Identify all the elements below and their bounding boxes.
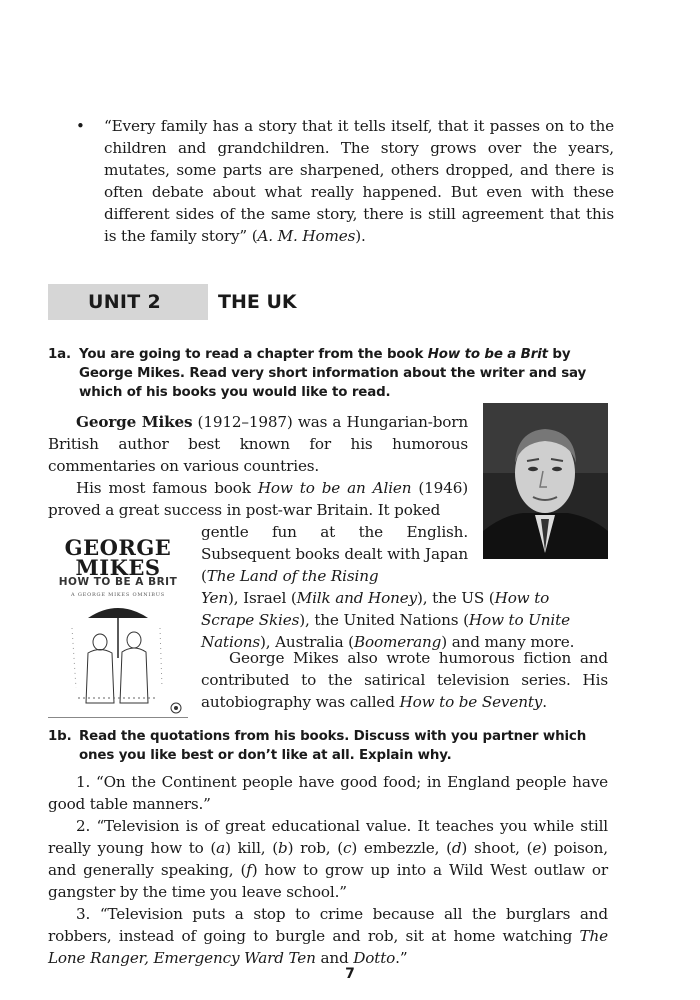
cover-author-line-1: GEORGE	[64, 535, 172, 560]
book-cover	[48, 524, 188, 718]
quote-2: 2. “Television is of great educational value. It teaches you while still really young how to (a) kill, (b) rob, (c) embezzle, (d) shoot, (e) poison, and generally speaking, (f) how to grow up into a Wild West outlaw or gangster by the time you leave school.”	[48, 817, 608, 901]
cover-title: HOW TO BE A BRIT	[58, 576, 178, 588]
unit-label-box	[48, 284, 208, 320]
bullet-icon: •	[76, 117, 85, 135]
quote-author: A. M. Homes	[257, 227, 356, 245]
task-book-title: How to be a Brit	[427, 347, 548, 362]
task-number: 1b.	[48, 729, 72, 744]
task-1a	[48, 345, 608, 402]
bio-paragraph-1: George Mikes (1912–1987) was a Hungarian-born British author best known for his humorous commentaries on various countries.	[48, 413, 468, 475]
bio-paragraph-2-continued: Yen), Israel (Milk and Honey), the US (How to Scrape Skies), the United Nations (How to Unite Nations), Australia (Boomerang) and many more.	[201, 589, 575, 651]
bio-paragraph-2: His most famous book How to be an Alien (1946) proved a great success in post-war Britain. It poked	[48, 479, 468, 519]
cover-subtitle: A GEORGE MIKES OMNIBUS	[71, 592, 165, 598]
bio-paragraph-3: George Mikes also wrote humorous fiction and contributed to the satirical television series. His autobiography was called How to be Seventy.	[201, 649, 608, 711]
unit-title: THE UK	[218, 291, 297, 313]
unit-header	[48, 284, 628, 320]
quote-3: 3. “Television puts a stop to crime because all the burglars and robbers, instead of going to burgle and rob, sit at home watching The Lone Ranger, Emergency Ward Ten and Dotto.”	[48, 905, 608, 967]
quote-1: 1. “On the Continent people have good food; in England people have good table manners.”	[48, 773, 608, 813]
cover-illustration	[48, 598, 188, 718]
quotes	[48, 771, 608, 969]
task-number: 1a.	[48, 347, 71, 362]
author-portrait	[483, 403, 608, 559]
bullet-quote-text: “Every family has a story that it tells itself, that it passes on to the children and grandchildren. The story grows over the years, mutates, some parts are sharpened, others dropped, and there is often debate about what really happened. But even with these different sides of the same story, there is still agreement that this is the family story” (A. M. Homes).	[104, 117, 614, 245]
task-instruction: You are going to read a chapter from the book How to be a Brit by George Mikes. Read very short information about the writer and say which of his books you would like to read.	[79, 347, 587, 400]
bio-name: George Mikes	[76, 413, 193, 431]
task-instruction: Read the quotations from his books. Discuss with you partner which ones you like best or don’t like at all. Explain why.	[79, 729, 587, 763]
bio-paragraph-2-wrap: gentle fun at the English. Subsequent books dealt with Japan (The Land of the Rising	[201, 523, 468, 585]
task-1b	[48, 727, 608, 765]
page-number: 7	[345, 966, 355, 982]
unit-label: UNIT 2	[88, 291, 161, 313]
cover-author-line-2: MIKES	[75, 555, 161, 580]
bullet-quote	[76, 115, 614, 247]
portrait-image	[483, 403, 608, 559]
